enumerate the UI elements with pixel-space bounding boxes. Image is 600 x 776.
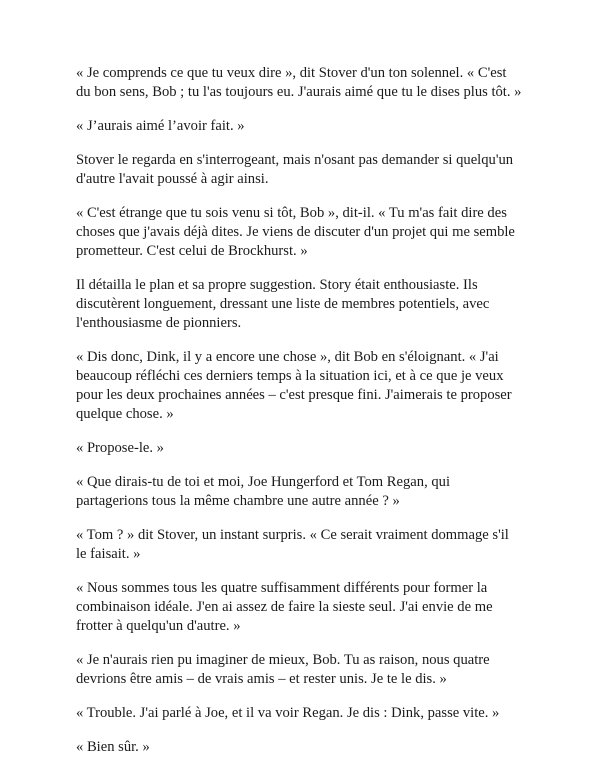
paragraph <box>76 526 536 564</box>
paragraph <box>76 579 536 636</box>
text-line: choses que j'avais déjà dites. Je viens de discuter d'un projet qui me semble <box>76 224 515 240</box>
paragraph <box>76 651 536 689</box>
paragraph <box>76 276 536 333</box>
text-line: quelque chose. » <box>76 406 174 422</box>
paragraph <box>76 151 536 189</box>
text-line: « C'est étrange que tu sois venu si tôt, Bob », dit-il. « Tu m'as fait dire des <box>76 205 507 221</box>
text-line: « Que dirais-tu de toi et moi, Joe Hungerford et Tom Regan, qui <box>76 474 451 490</box>
text-line: « J’aurais aimé l’avoir fait. » <box>76 118 245 134</box>
document-body <box>76 64 536 772</box>
text-line: « Propose-le. » <box>76 440 164 456</box>
text-line: d'autre l'avait poussé à agir ainsi. <box>76 171 269 187</box>
text-line: « Dis donc, Dink, il y a encore une chose », dit Bob en s'éloignant. « J'ai <box>76 349 499 365</box>
text-line: « Nous sommes tous les quatre suffisamment différents pour former la <box>76 580 488 596</box>
paragraph <box>76 704 536 723</box>
text-line: beaucoup réfléchi ces derniers temps à la situation ici, et à ce que je veux <box>76 368 504 384</box>
text-line: Stover le regarda en s'interrogeant, mais n'osant pas demander si quelqu'un <box>76 152 514 168</box>
paragraph <box>76 64 536 102</box>
text-line: prometteur. C'est celui de Brockhurst. » <box>76 243 308 259</box>
text-line: l'enthousiasme de pionniers. <box>76 315 242 331</box>
text-line: partagerions tous la même chambre une autre année ? » <box>76 493 400 509</box>
text-line: du bon sens, Bob ; tu l'as toujours eu. J'aurais aimé que tu le dises plus tôt. » <box>76 84 522 100</box>
text-line: « Bien sûr. » <box>76 739 150 755</box>
text-line: le faisait. » <box>76 546 141 562</box>
text-line: « Trouble. J'ai parlé à Joe, et il va voir Regan. Je dis : Dink, passe vite. » <box>76 705 500 721</box>
text-line: « Je n'aurais rien pu imaginer de mieux, Bob. Tu as raison, nous quatre <box>76 652 490 668</box>
paragraph <box>76 473 536 511</box>
paragraph <box>76 738 536 757</box>
paragraph <box>76 439 536 458</box>
text-line: combinaison idéale. J'en ai assez de faire la sieste seul. J'ai envie de me <box>76 599 493 615</box>
text-line: discutèrent longuement, dressant une liste de membres potentiels, avec <box>76 296 490 312</box>
text-line: frotter à quelqu'un d'autre. » <box>76 618 241 634</box>
paragraph <box>76 204 536 261</box>
text-line: devrions être amis – de vrais amis – et rester unis. Je te le dis. » <box>76 671 447 687</box>
text-line: « Tom ? » dit Stover, un instant surpris. « Ce serait vraiment dommage s'il <box>76 527 509 543</box>
text-line: « Je comprends ce que tu veux dire », dit Stover d'un ton solennel. « C'est <box>76 65 507 81</box>
text-line: pour les deux prochaines années – c'est presque fini. J'aimerais te proposer <box>76 387 512 403</box>
text-line: Il détailla le plan et sa propre suggestion. Story était enthousiaste. Ils <box>76 277 478 293</box>
paragraph <box>76 117 536 136</box>
paragraph <box>76 348 536 424</box>
